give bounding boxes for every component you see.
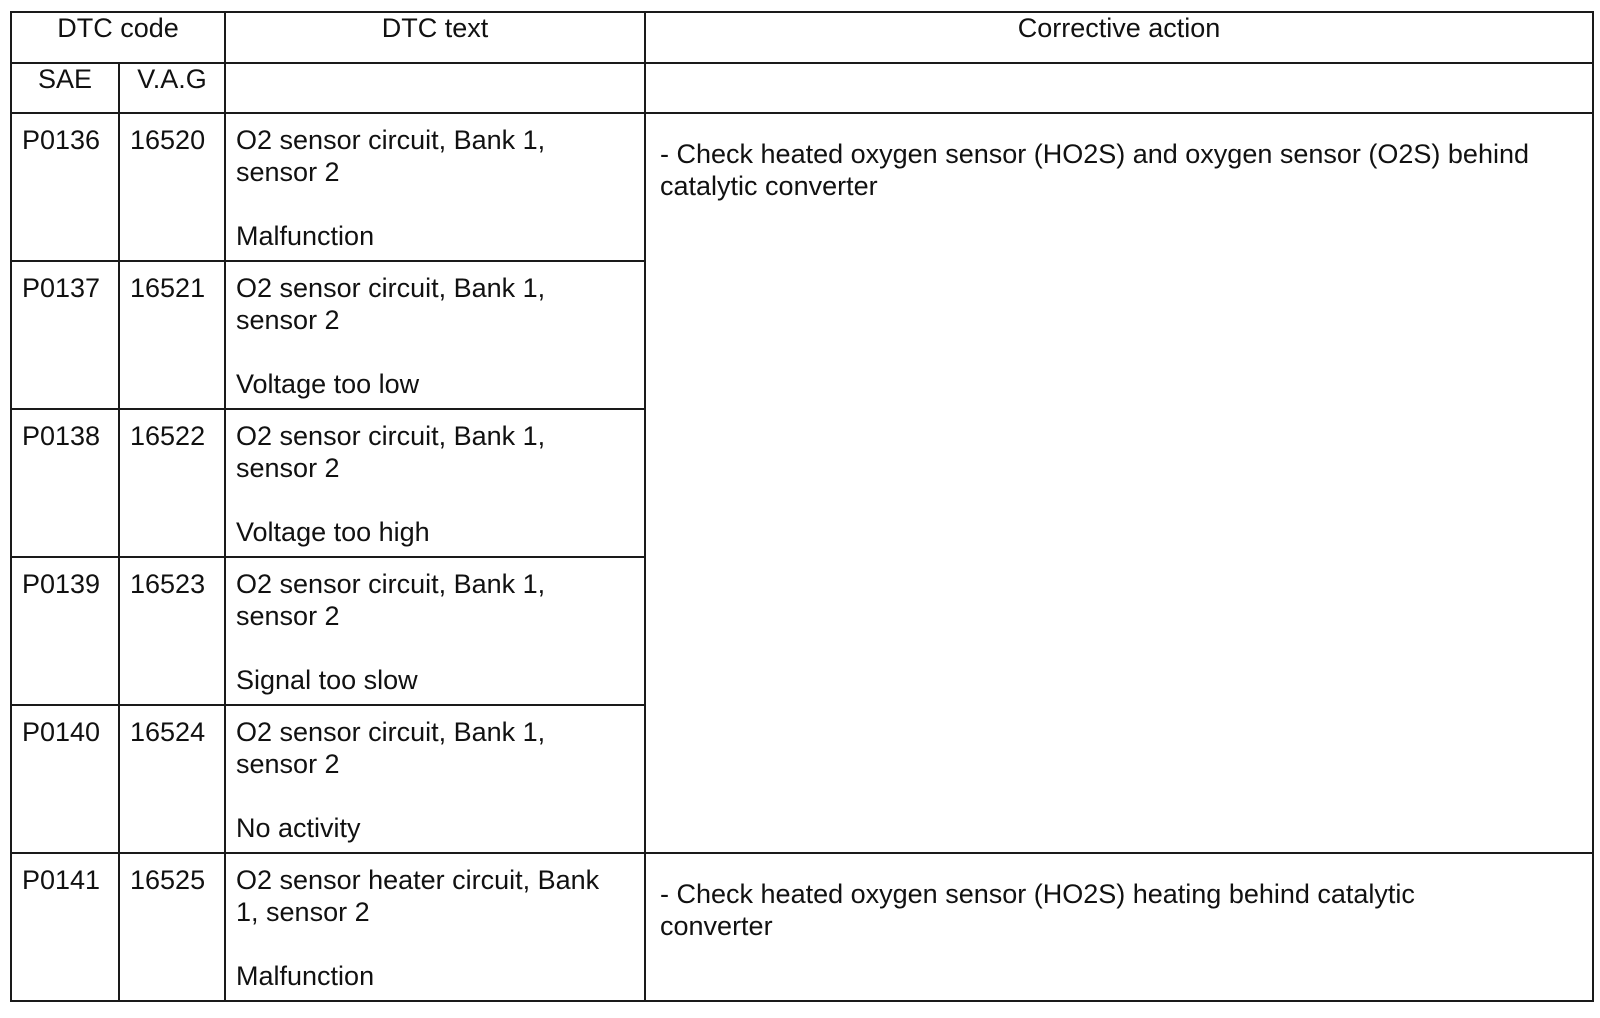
vag-code: 16520 xyxy=(130,125,206,155)
dtc-text-cell xyxy=(225,557,645,705)
dtc-text-line2: sensor 2 xyxy=(236,305,340,335)
dtc-text-cell xyxy=(225,113,645,261)
corrective-action-cell xyxy=(645,853,1593,1001)
header-dtc-code: DTC code xyxy=(11,12,225,63)
sae-code-cell xyxy=(11,557,119,705)
subheader-blank-text xyxy=(225,63,645,113)
sae-code-cell xyxy=(11,113,119,261)
sae-code-cell xyxy=(11,853,119,1001)
dtc-text-cell xyxy=(225,853,645,1001)
table-row xyxy=(11,113,1593,261)
header-corrective-action: Corrective action xyxy=(645,12,1593,63)
vag-code-cell xyxy=(119,409,225,557)
header-sae: SAE xyxy=(11,63,119,113)
vag-code: 16522 xyxy=(130,421,206,451)
sae-code: P0137 xyxy=(22,273,101,303)
subheader-row xyxy=(11,63,1593,113)
vag-code-cell xyxy=(119,113,225,261)
header-row xyxy=(11,12,1593,63)
header-dtc-text: DTC text xyxy=(225,12,645,63)
subheader-blank-action xyxy=(645,63,1593,113)
vag-code: 16525 xyxy=(130,865,206,895)
dtc-condition: No activity xyxy=(236,813,361,843)
header-vag: V.A.G xyxy=(119,63,225,113)
vag-code: 16524 xyxy=(130,717,206,747)
dtc-text-line1: O2 sensor heater circuit, Bank xyxy=(236,865,600,895)
sae-code: P0140 xyxy=(22,717,101,747)
sae-code: P0138 xyxy=(22,421,101,451)
vag-code: 16521 xyxy=(130,273,206,303)
sae-code-cell xyxy=(11,705,119,853)
dtc-condition: Malfunction xyxy=(236,961,375,991)
action-line1: - Check heated oxygen sensor (HO2S) heating behind catalytic xyxy=(660,879,1415,909)
sae-code: P0141 xyxy=(22,865,101,895)
dtc-text-cell xyxy=(225,705,645,853)
vag-code-cell xyxy=(119,261,225,409)
dtc-text-line2: sensor 2 xyxy=(236,453,340,483)
table-row xyxy=(11,853,1593,1001)
sae-code-cell xyxy=(11,409,119,557)
dtc-condition: Voltage too high xyxy=(236,517,430,547)
dtc-text-line1: O2 sensor circuit, Bank 1, xyxy=(236,421,546,451)
action-line1: - Check heated oxygen sensor (HO2S) and oxygen sensor (O2S) behind xyxy=(660,139,1529,169)
dtc-text-line1: O2 sensor circuit, Bank 1, xyxy=(236,569,546,599)
dtc-text-line2: sensor 2 xyxy=(236,749,340,779)
dtc-text-line2: 1, sensor 2 xyxy=(236,897,370,927)
dtc-text-cell xyxy=(225,409,645,557)
dtc-text-line2: sensor 2 xyxy=(236,601,340,631)
dtc-text-line1: O2 sensor circuit, Bank 1, xyxy=(236,273,546,303)
sae-code-cell xyxy=(11,261,119,409)
dtc-table xyxy=(10,11,1594,1002)
dtc-condition: Voltage too low xyxy=(236,369,420,399)
sae-code: P0139 xyxy=(22,569,101,599)
corrective-action-cell xyxy=(645,113,1593,853)
sae-code: P0136 xyxy=(22,125,101,155)
action-line2: catalytic converter xyxy=(660,171,878,201)
vag-code: 16523 xyxy=(130,569,206,599)
action-line2: converter xyxy=(660,911,773,941)
dtc-condition: Malfunction xyxy=(236,221,375,251)
vag-code-cell xyxy=(119,705,225,853)
dtc-condition: Signal too slow xyxy=(236,665,418,695)
dtc-text-line1: O2 sensor circuit, Bank 1, xyxy=(236,717,546,747)
dtc-text-cell xyxy=(225,261,645,409)
dtc-text-line1: O2 sensor circuit, Bank 1, xyxy=(236,125,546,155)
dtc-text-line2: sensor 2 xyxy=(236,157,340,187)
vag-code-cell xyxy=(119,853,225,1001)
vag-code-cell xyxy=(119,557,225,705)
